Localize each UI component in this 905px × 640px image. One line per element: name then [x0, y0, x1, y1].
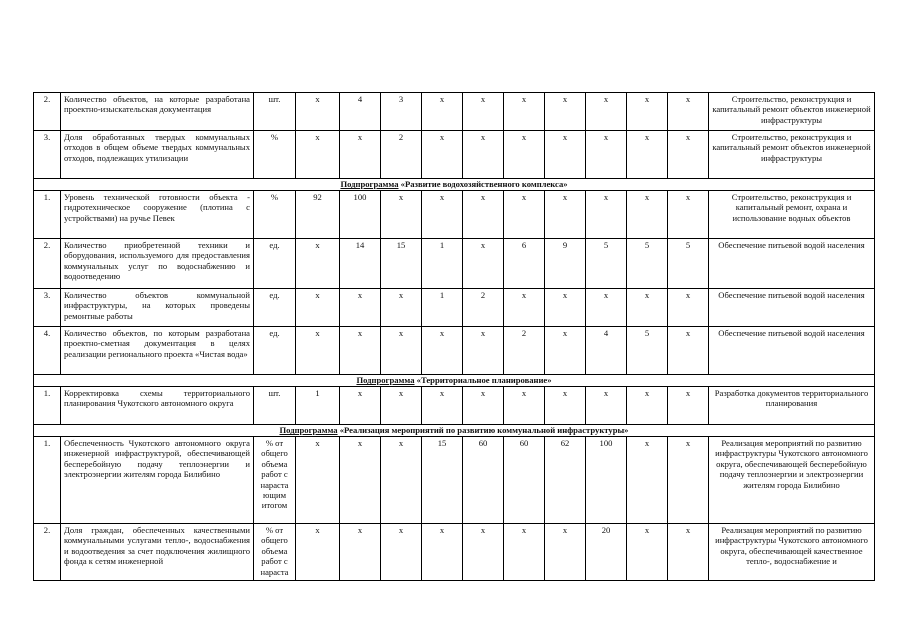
row-number: 3. [34, 131, 61, 179]
subprogram-name: «Реализация мероприятий по развитию коммунальной инфраструктуры» [337, 425, 629, 435]
value-cell: х [296, 437, 340, 524]
value-cell: 15 [381, 239, 422, 289]
value-cell: 15 [422, 437, 463, 524]
value-cell: х [296, 524, 340, 581]
value-cell: х [504, 191, 545, 239]
value-cell: х [296, 239, 340, 289]
value-cell: х [627, 387, 668, 425]
subprogram-label: Подпрограмма [356, 375, 415, 385]
row-number: 1. [34, 387, 61, 425]
value-cell: 1 [422, 289, 463, 327]
subprogram-header-row [34, 179, 875, 191]
table-row [34, 289, 875, 327]
value-cell: х [504, 93, 545, 131]
row-number: 3. [34, 289, 61, 327]
unit-cell: шт. [254, 387, 296, 425]
value-cell: х [422, 191, 463, 239]
indicator-name: Корректировка схемы территориального планирования Чукотского автономного округа [61, 387, 254, 425]
value-cell: х [586, 387, 627, 425]
value-cell: 14 [340, 239, 381, 289]
value-cell: 2 [381, 131, 422, 179]
subprogram-name: «Территориальное планирование» [414, 375, 552, 385]
value-cell: 1 [296, 387, 340, 425]
value-cell: х [340, 289, 381, 327]
subprogram-header-row [34, 375, 875, 387]
unit-cell: ед. [254, 289, 296, 327]
value-cell: 4 [340, 93, 381, 131]
value-cell: х [586, 191, 627, 239]
value-cell: х [340, 327, 381, 375]
measure-cell: Обеспечение питьевой водой населения [709, 289, 875, 327]
value-cell: х [381, 327, 422, 375]
value-cell: х [381, 289, 422, 327]
value-cell: х [463, 524, 504, 581]
table-row [34, 239, 875, 289]
value-cell: х [463, 131, 504, 179]
indicator-name: Обеспеченность Чукотского автономного округа инженерной инфраструктурой, обеспечивающей бесперебойную подачу теплоэнергии и электроэнергии жителям города Билибино [61, 437, 254, 524]
value-cell: х [504, 131, 545, 179]
indicator-name: Уровень технической готовности объекта - гидротехническое сооружение (плотина с устройствами) на ручье Певек [61, 191, 254, 239]
value-cell: 100 [586, 437, 627, 524]
value-cell: х [422, 387, 463, 425]
table-row [34, 437, 875, 524]
value-cell: х [545, 524, 586, 581]
indicator-name: Количество объектов, по которым разработана проектно-сметная документация в целях реализации регионального проекта «Чистая вода» [61, 327, 254, 375]
measure-cell: Строительство, реконструкция и капитальный ремонт объектов инженерной инфраструктуры [709, 131, 875, 179]
value-cell: х [296, 131, 340, 179]
value-cell: х [504, 387, 545, 425]
subprogram-title [34, 179, 875, 191]
value-cell: х [668, 524, 709, 581]
value-cell: х [463, 191, 504, 239]
value-cell: х [296, 289, 340, 327]
indicator-name: Количество приобретенной техники и оборудования, используемого для предоставления коммунальных услуг по водоснабжению и водоотведению [61, 239, 254, 289]
value-cell: х [422, 327, 463, 375]
value-cell: х [586, 131, 627, 179]
value-cell: 60 [504, 437, 545, 524]
value-cell: 4 [586, 327, 627, 375]
value-cell: х [381, 437, 422, 524]
value-cell: 60 [463, 437, 504, 524]
subprogram-header-row [34, 425, 875, 437]
measure-cell: Строительство, реконструкция и капитальный ремонт объектов инженерной инфраструктуры [709, 93, 875, 131]
value-cell: 5 [668, 239, 709, 289]
value-cell: х [422, 131, 463, 179]
indicator-name: Количество объектов коммунальной инфраструктуры, на которых проведены ремонтные работы [61, 289, 254, 327]
value-cell: х [340, 131, 381, 179]
subprogram-title [34, 425, 875, 437]
table-row [34, 93, 875, 131]
table-row [34, 387, 875, 425]
value-cell: х [627, 131, 668, 179]
unit-cell: ед. [254, 239, 296, 289]
measure-cell: Обеспечение питьевой водой населения [709, 239, 875, 289]
indicator-name: Доля граждан, обеспеченных качественными коммунальными услугами тепло-, водоснабжения и водоотведения за счет подключения жилищного фонда к сетям инженерной [61, 524, 254, 581]
value-cell: х [668, 327, 709, 375]
value-cell: 5 [627, 327, 668, 375]
value-cell: х [296, 327, 340, 375]
unit-cell: ед. [254, 327, 296, 375]
value-cell: х [381, 387, 422, 425]
value-cell: 5 [627, 239, 668, 289]
indicator-name: Количество объектов, на которые разработана проектно-изыскательская документация [61, 93, 254, 131]
value-cell: 2 [504, 327, 545, 375]
measure-cell: Реализация мероприятий по развитию инфраструктуры Чукотского автономного округа, обеспечивающей качественное тепло-, водоснабжение и [709, 524, 875, 581]
value-cell: х [463, 93, 504, 131]
measure-cell: Реализация мероприятий по развитию инфраструктуры Чукотского автономного округа, обеспечивающей бесперебойную подачу теплоэнергии и электроэнергии жителям города Билибино [709, 437, 875, 524]
value-cell: х [463, 239, 504, 289]
subprogram-label: Подпрограмма [279, 425, 338, 435]
value-cell: 6 [504, 239, 545, 289]
value-cell: х [545, 387, 586, 425]
value-cell: 2 [463, 289, 504, 327]
value-cell: х [381, 524, 422, 581]
subprogram-title [34, 375, 875, 387]
value-cell: х [340, 437, 381, 524]
unit-cell: шт. [254, 93, 296, 131]
value-cell: х [463, 387, 504, 425]
value-cell: 5 [586, 239, 627, 289]
unit-cell: % [254, 131, 296, 179]
value-cell: х [627, 289, 668, 327]
value-cell: х [668, 93, 709, 131]
value-cell: х [463, 327, 504, 375]
value-cell: х [668, 437, 709, 524]
value-cell: х [504, 289, 545, 327]
unit-cell: % [254, 191, 296, 239]
subprogram-label: Подпрограмма [340, 179, 399, 189]
value-cell: х [627, 93, 668, 131]
indicators-table [33, 92, 875, 581]
table-row [34, 524, 875, 581]
value-cell: х [504, 524, 545, 581]
value-cell: х [668, 191, 709, 239]
subprogram-name: «Развитие водохозяйственного комплекса» [398, 179, 568, 189]
value-cell: 100 [340, 191, 381, 239]
value-cell: х [296, 93, 340, 131]
value-cell: 1 [422, 239, 463, 289]
value-cell: х [545, 191, 586, 239]
row-number: 2. [34, 93, 61, 131]
value-cell: х [422, 524, 463, 581]
value-cell: 92 [296, 191, 340, 239]
table-row [34, 327, 875, 375]
value-cell: х [586, 289, 627, 327]
value-cell: х [545, 93, 586, 131]
row-number: 4. [34, 327, 61, 375]
value-cell: 20 [586, 524, 627, 581]
row-number: 1. [34, 191, 61, 239]
value-cell: х [381, 191, 422, 239]
table-row [34, 131, 875, 179]
row-number: 2. [34, 239, 61, 289]
value-cell: 9 [545, 239, 586, 289]
value-cell: х [627, 191, 668, 239]
value-cell: х [545, 327, 586, 375]
value-cell: х [668, 387, 709, 425]
measure-cell: Разработка документов территориального планирования [709, 387, 875, 425]
value-cell: х [668, 131, 709, 179]
value-cell: х [627, 524, 668, 581]
unit-cell: % от общего объема работ с нараста ющим итогом [254, 437, 296, 524]
value-cell: х [340, 524, 381, 581]
value-cell: х [668, 289, 709, 327]
value-cell: 3 [381, 93, 422, 131]
measure-cell: Строительство, реконструкция и капитальный ремонт, охрана и использование водных объектов [709, 191, 875, 239]
value-cell: х [545, 289, 586, 327]
value-cell: 62 [545, 437, 586, 524]
value-cell: х [422, 93, 463, 131]
row-number: 2. [34, 524, 61, 581]
unit-cell: % от общего объема работ с нараста [254, 524, 296, 581]
table-row [34, 191, 875, 239]
value-cell: х [586, 93, 627, 131]
value-cell: х [627, 437, 668, 524]
measure-cell: Обеспечение питьевой водой населения [709, 327, 875, 375]
value-cell: х [340, 387, 381, 425]
value-cell: х [545, 131, 586, 179]
indicator-name: Доля обработанных твердых коммунальных отходов в общем объеме твердых коммунальных отходов, подлежащих утилизации [61, 131, 254, 179]
row-number: 1. [34, 437, 61, 524]
